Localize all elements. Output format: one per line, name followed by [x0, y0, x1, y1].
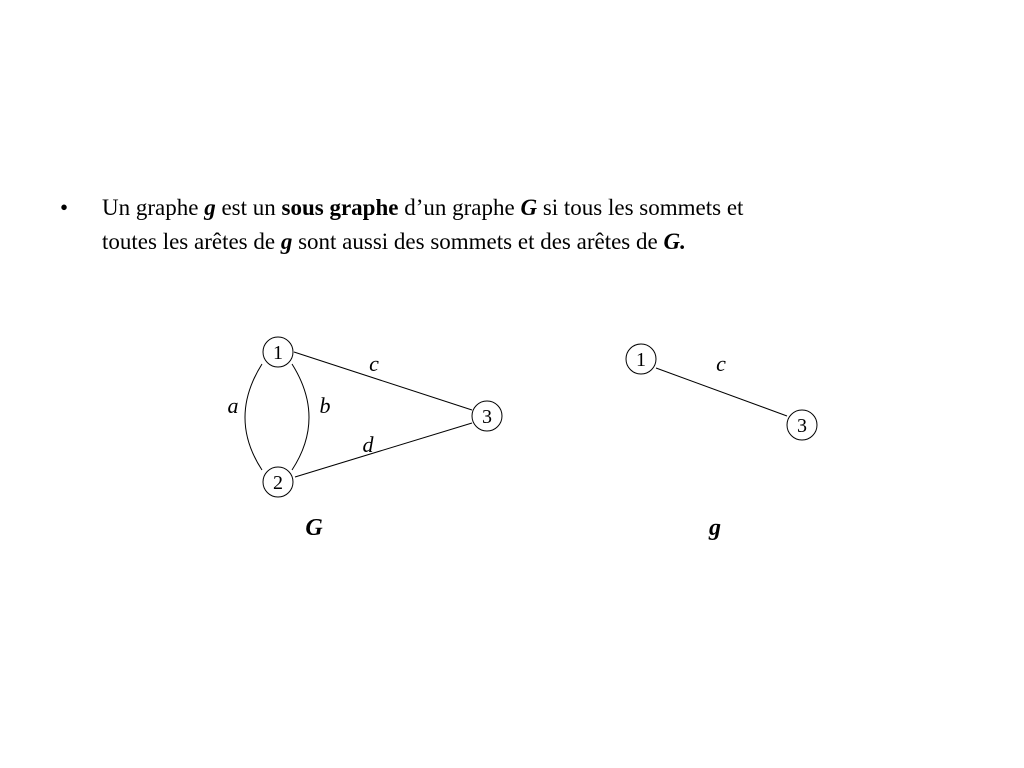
- node-3-label: 3: [482, 406, 492, 428]
- edge-b: [292, 364, 309, 470]
- graph-G-caption: G: [305, 515, 323, 541]
- graph-symbol: G: [520, 195, 538, 220]
- edge-c-label: c: [369, 351, 379, 376]
- text-segment: sont aussi des sommets et des arêtes de: [292, 229, 664, 254]
- edge-a: [245, 364, 262, 470]
- edge-c-label: c: [716, 351, 726, 376]
- bullet-marker: •: [60, 195, 69, 220]
- graph-g-caption: g: [709, 515, 721, 541]
- node-1-label: 1: [636, 349, 646, 371]
- edge-a-label: a: [227, 393, 239, 418]
- subgraph-symbol: g: [204, 195, 216, 220]
- node-2-label: 2: [273, 472, 283, 494]
- text-segment: toutes les arêtes de: [102, 229, 281, 254]
- edge-b-label: b: [319, 393, 331, 418]
- node-3-label: 3: [797, 415, 807, 437]
- edge-d: [295, 423, 472, 477]
- node-1-label: 1: [273, 342, 283, 364]
- text-segment: si tous les sommets et: [537, 195, 744, 220]
- edge-d-label: d: [362, 432, 374, 457]
- text-segment: d’un graphe: [398, 195, 521, 220]
- graph-symbol: G.: [663, 229, 686, 254]
- text-segment: Un graphe: [102, 195, 205, 220]
- subgraph-symbol: g: [280, 229, 293, 254]
- key-term: sous graphe: [281, 195, 399, 220]
- text-segment: est un: [215, 195, 282, 220]
